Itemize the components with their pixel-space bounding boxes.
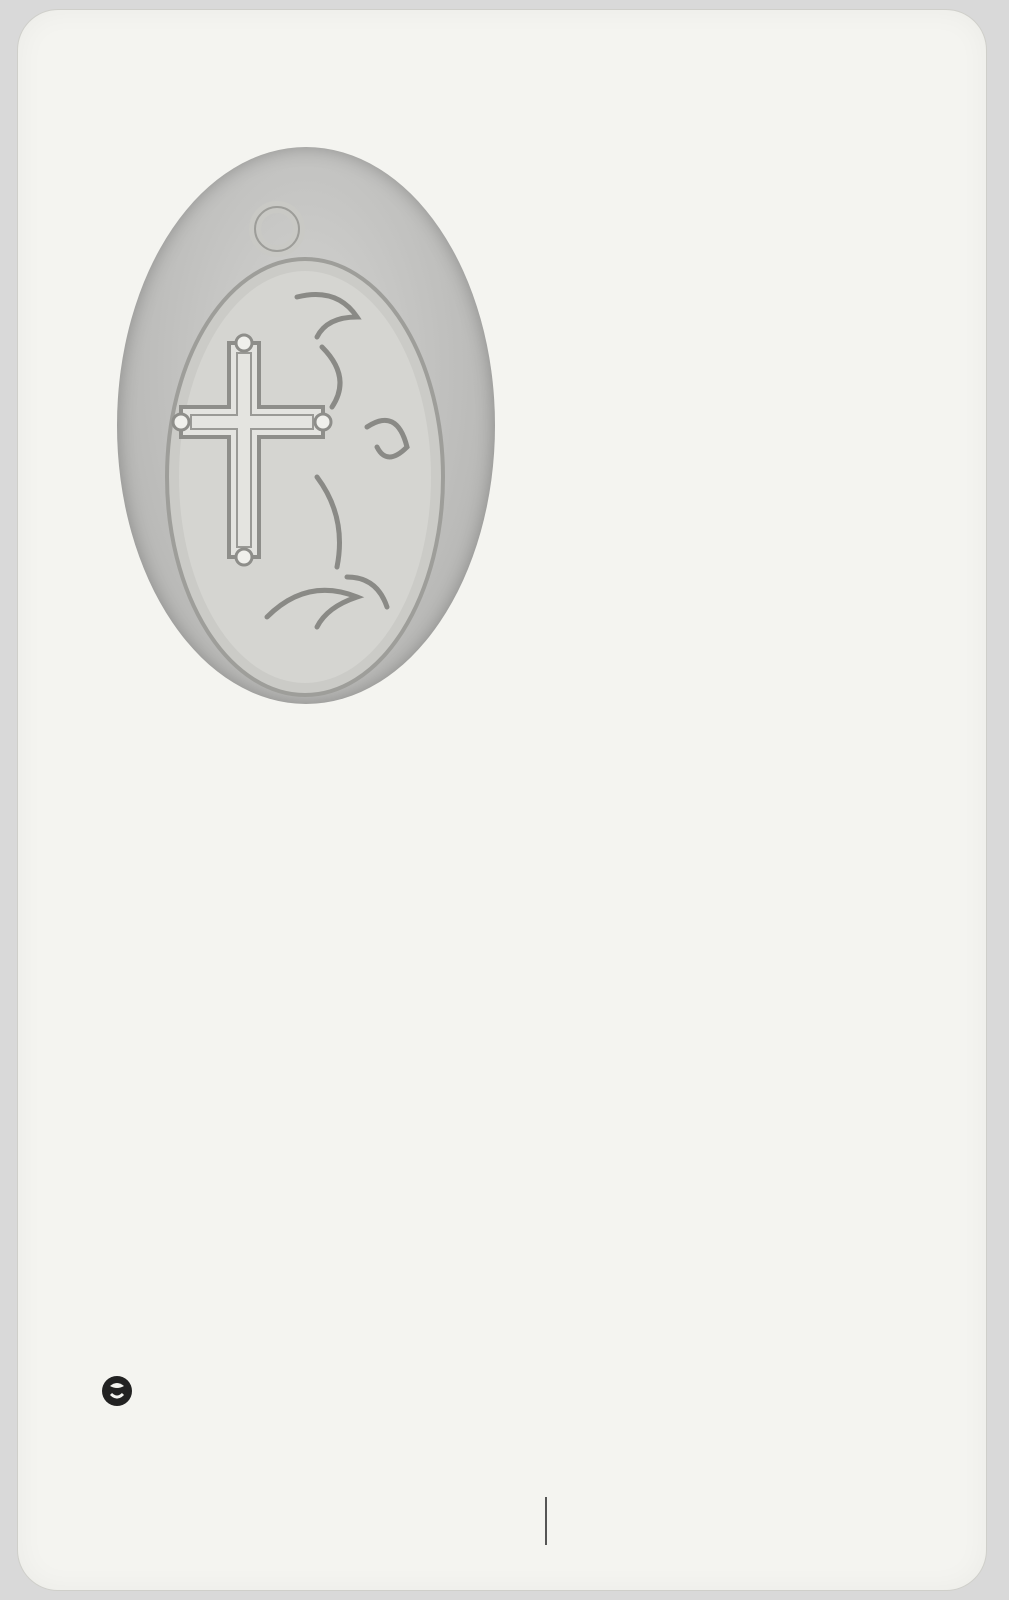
publisher-logo	[100, 1374, 138, 1408]
pubco-logo-icon	[100, 1374, 134, 1408]
barcode	[100, 1424, 470, 1494]
trim-mark	[545, 1497, 547, 1545]
cross-medal-icon	[117, 147, 495, 704]
